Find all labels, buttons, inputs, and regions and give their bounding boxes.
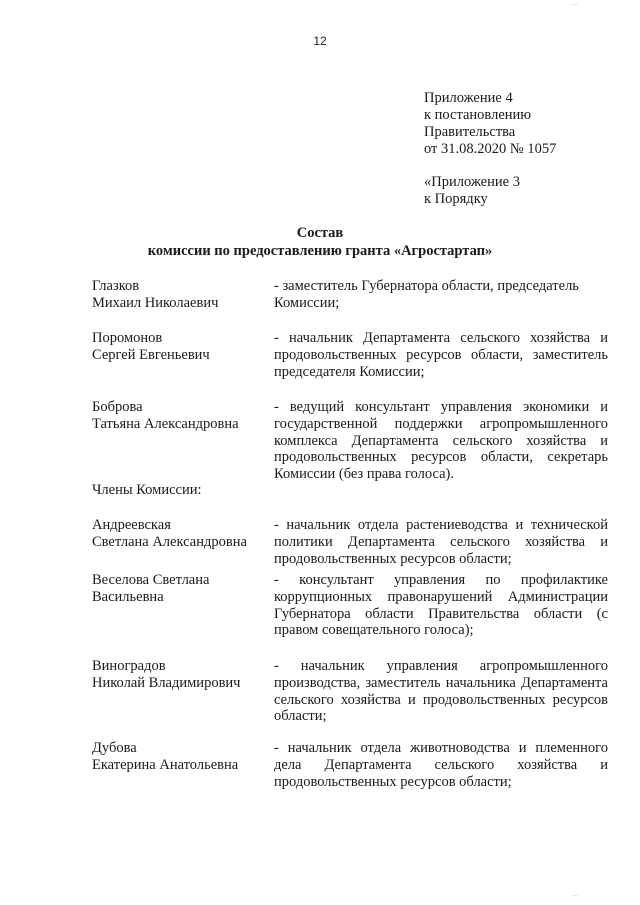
member-role: - начальник управления агропромышленного производства, заместитель начальника Департамента сельского хозяйства и продовольственных ресурсов области; [274,658,608,725]
appendix-line: Приложение 4 [424,90,513,106]
title-line-2: комиссии по предоставлению гранта «Агростартап» [147,243,493,259]
member-surname: Веселова Светлана [92,572,210,588]
appendix-line: к Порядку [424,191,488,207]
member-given-names: Сергей Евгеньевич [92,346,210,363]
member-surname: Андреевская [92,517,171,533]
member-name [92,278,267,312]
appendix-line: к постановлению [424,107,532,123]
page-number: 12 [313,34,327,48]
member-given-names: Михаил Николаевич [92,294,219,311]
member-role: - начальник отдела растениеводства и технической политики Департамента сельского хозяйства и продовольственных ресурсов области; [274,517,608,567]
member-name [92,740,267,774]
member-role: - начальник отдела животноводства и племенного дела Департамента сельского хозяйства и продовольственных ресурсов области; [274,740,608,790]
member-name [92,330,267,364]
appendix-line: «Приложение 3 [424,174,520,190]
member-role: - начальник Департамента сельского хозяйства и продовольственных ресурсов области, заместитель председателя Комиссии; [274,330,608,380]
member-given-names: Татьяна Александровна [92,415,239,432]
member-given-names: Екатерина Анатольевна [92,756,239,773]
member-name [92,658,267,692]
members-section-label: Члены Комиссии: [92,482,202,498]
scan-mark: ┈┈ [572,893,579,899]
member-name [92,572,267,606]
member-given-names: Васильевна [92,588,164,605]
appendix-line: Правительства [424,124,516,140]
member-role: - консультант управления по профилактике коррупционных правонарушений Администрации Губернатора области Правительства области (с правом совещательного голоса); [274,572,608,639]
scan-mark: ┈┈ [572,2,579,8]
appendix-procedure-reference [424,174,520,208]
member-role: - ведущий консультант управления экономики и государственной поддержки агропромышленного комплекса Департамента сельского хозяйства и продовольственных ресурсов области, секретарь Комиссии (без права голоса). [274,399,608,483]
appendix-line: от 31.08.2020 № 1057 [424,141,557,157]
member-surname: Поромонов [92,330,163,346]
member-surname: Глазков [92,278,140,294]
document-title [0,224,640,260]
member-surname: Дубова [92,740,137,756]
member-surname: Виноградов [92,658,166,674]
member-given-names: Светлана Александровна [92,533,247,550]
member-given-names: Николай Владимирович [92,674,241,691]
member-name [92,517,267,551]
appendix-reference [424,90,556,158]
member-surname: Боброва [92,399,143,415]
title-line-1: Состав [296,225,344,241]
member-name [92,399,267,433]
member-role: - заместитель Губернатора области, председатель Комиссии; [274,278,579,311]
